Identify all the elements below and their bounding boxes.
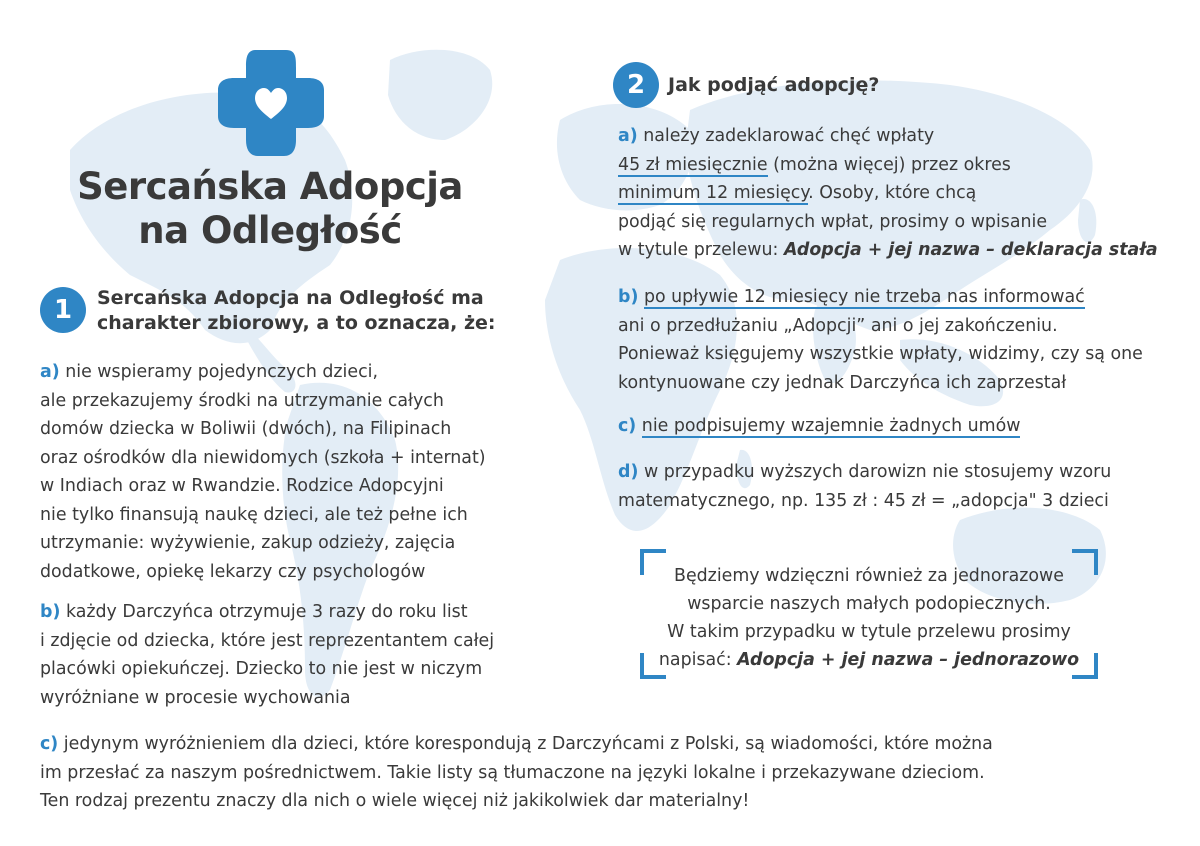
page-title bbox=[60, 165, 480, 253]
section-number-badge: 2 bbox=[613, 62, 659, 108]
text-line: kontynuowane czy jednak Darczyńca ich zaprzestał bbox=[618, 372, 1067, 393]
text-fragment: napisać: bbox=[658, 650, 738, 670]
text-line: w przypadku wyższych darowizn nie stosujemy wzoru bbox=[643, 462, 1112, 482]
text-fragment: w tytule przelewu: bbox=[618, 240, 784, 260]
text-line: oraz ośrodków dla niewidomych (szkoła + internat) bbox=[40, 447, 486, 468]
point-marker: d) bbox=[618, 462, 639, 482]
text-line: Będziemy wdzięczni również za jednorazowe bbox=[674, 566, 1064, 586]
section2-point-c bbox=[618, 412, 1178, 441]
text-line: Ten rodzaj prezentu znaczy dla nich o wiele więcej niż jakikolwiek dar materialny! bbox=[40, 791, 750, 811]
section2-point-b bbox=[618, 283, 1188, 397]
section-number-badge: 1 bbox=[40, 287, 86, 333]
underlined-text: po upływie 12 miesięcy nie trzeba nas informować bbox=[643, 287, 1085, 307]
text-line: nie wspieramy pojedynczych dzieci, bbox=[65, 362, 378, 382]
text-line: należy zadeklarować chęć wpłaty bbox=[643, 126, 935, 146]
underlined-text: nie podpisujemy wzajemnie żadnych umów bbox=[641, 416, 1021, 436]
point-marker: b) bbox=[40, 602, 61, 622]
text-line: w Indiach oraz w Rwandzie. Rodzice Adopcyjni bbox=[40, 476, 444, 496]
section1-point-b bbox=[40, 598, 560, 712]
transfer-title-example: Adopcja + jej nazwa – jednorazowo bbox=[737, 650, 1080, 670]
text-line: W takim przypadku w tytule przelewu prosimy bbox=[667, 622, 1071, 642]
text-line: domów dziecka w Boliwii (dwóch), na Filipinach bbox=[40, 419, 452, 439]
title-line-1: Sercańska Adopcja bbox=[77, 165, 463, 208]
text-line: nie tylko finansują naukę dzieci, ale też pełne ich bbox=[40, 504, 468, 525]
text-fragment: (można więcej) przez okres bbox=[767, 154, 1011, 175]
note-text bbox=[640, 562, 1098, 674]
text-line: podjąć się regularnych wpłat, prosimy o wpisanie bbox=[618, 211, 1048, 232]
map-greenland bbox=[388, 50, 492, 140]
underlined-amount: 45 zł miesięcznie bbox=[618, 154, 768, 175]
text-fragment: . Osoby, które chcą bbox=[808, 183, 977, 203]
text-line: ale przekazujemy środki na utrzymanie całych bbox=[40, 390, 444, 411]
text-line: Ponieważ księgujemy wszystkie wpłaty, widzimy, czy są one bbox=[618, 344, 1143, 364]
text-line: utrzymanie: wyżywienie, zakup odzieży, zajęcia bbox=[40, 533, 456, 553]
one-time-donation-note bbox=[640, 549, 1098, 679]
section-heading: Jak podjąć adopcję? bbox=[668, 74, 880, 96]
transfer-title-example: Adopcja + jej nazwa – deklaracja stała bbox=[783, 240, 1158, 260]
section1-point-a bbox=[40, 358, 560, 586]
text-line: wsparcie naszych małych podopiecznych. bbox=[687, 594, 1051, 614]
point-marker: a) bbox=[618, 126, 638, 146]
text-line: matematycznego, np. 135 zł : 45 zł = „adopcja" 3 dzieci bbox=[618, 490, 1109, 511]
text-line: wyróżniane w procesie wychowania bbox=[40, 687, 351, 708]
text-line: każdy Darczyńca otrzymuje 3 razy do roku list bbox=[65, 602, 468, 622]
text-line: ani o przedłużaniu „Adopcji” ani o jej zakończeniu. bbox=[618, 315, 1058, 336]
point-marker: a) bbox=[40, 362, 60, 382]
text-line: im przesłać za naszym pośrednictwem. Takie listy są tłumaczone na języki lokalne i przekazywane dzieciom. bbox=[40, 762, 985, 783]
point-marker: b) bbox=[618, 287, 639, 307]
text-line: jedynym wyróżnieniem dla dzieci, które korespondują z Darczyńcami z Polski, są wiadomości, które można bbox=[63, 734, 993, 754]
section-heading: Sercańska Adopcja na Odległość ma charakter zbiorowy, a to oznacza, że: bbox=[97, 287, 496, 334]
title-line-2: na Odległość bbox=[138, 209, 402, 252]
text-line: dodatkowe, opiekę lekarzy czy psychologów bbox=[40, 561, 426, 582]
section2-point-d bbox=[618, 458, 1188, 515]
heart-cross-icon bbox=[218, 50, 324, 156]
text-line: placówki opiekuńczej. Dziecko to nie jest w niczym bbox=[40, 659, 483, 679]
point-marker: c) bbox=[618, 416, 637, 436]
text-line: i zdjęcie od dziecka, które jest reprezentantem całej bbox=[40, 630, 495, 651]
point-marker: c) bbox=[40, 734, 59, 754]
section1-point-c bbox=[40, 730, 1170, 816]
underlined-period: minimum 12 miesięcy bbox=[618, 183, 809, 203]
section2-point-a bbox=[618, 122, 1178, 265]
